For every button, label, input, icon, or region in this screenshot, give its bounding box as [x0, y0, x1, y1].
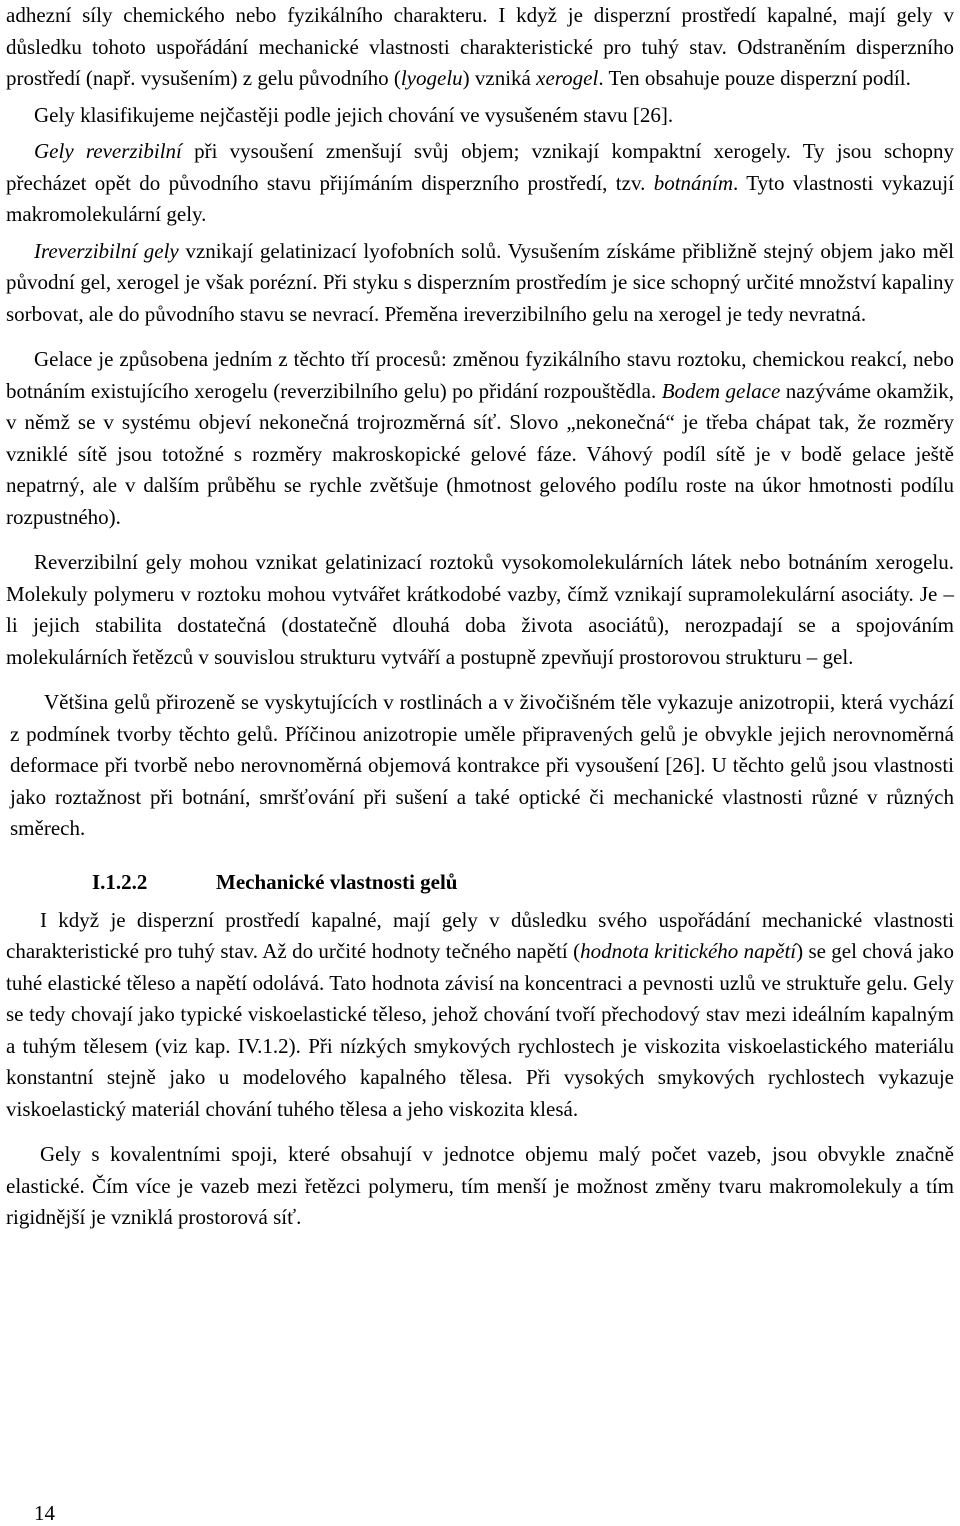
italic-term: xerogel	[536, 66, 599, 90]
page-number: 14	[34, 1501, 55, 1525]
italic-term: lyogelu	[400, 66, 463, 90]
section-title: Mechanické vlastnosti gelů	[216, 869, 458, 894]
italic-term: hodnota kritického napětí	[580, 939, 797, 963]
italic-term: Bodem gelace	[661, 378, 781, 403]
text-run: vznikají gelatinizací lyofobních solů. Vysušením získáme přibližně stejný objem jako měl původní gel, xerogel je však porézní. Při styku s disperzním prostředím je sice schopný určité množství kapaliny sorbovat, ale do původního stavu se nevrací. Přeměna ireverzibilního gelu na xerogel je tedy nevratná.	[6, 238, 954, 326]
section-number: I.1.2.2	[92, 869, 148, 894]
text-run: adhezní síly chemického nebo fyzikálního charakteru. I když je disperzní prostředí kapalné, mají gely v důsledku tohoto uspořádání mechanické vlastnosti charakteristické pro tuhý stav. Odstraněním disperzního prostředí (např. vysušením) z gelu původního (	[6, 3, 954, 90]
paragraph-reversible-gels	[6, 136, 954, 231]
text-run: . Ten obsahuje pouze disperzní podíl.	[598, 66, 911, 90]
paragraph-classification	[6, 100, 954, 132]
text-run: Většina gelů přirozeně se vyskytujících v rostlinách a v živočišném těle vykazuje anizotropii, která vychází z podmínek tvorby těchto gelů. Příčinou anizotropie uměle připravených gelů je obvykle jejich nerovnoměrná deformace při tvorbě nebo nerovnoměrná objemová kontrakce při vysoušení [26]. U těchto gelů jsou vlastnosti jako roztažnost při botnání, smršťování při sušení a také optické či mechanické vlastnosti různé v různých směrech.	[10, 690, 954, 840]
text-run: Gely s kovalentními spoji, které obsahují v jednotce objemu malý počet vazeb, jsou obvykle značně elastické. Čím více je vazeb mezi řetězci polymeru, tím menší je možnost změny tvaru makromolekuly a tím rigidnější je vzniklá prostorová síť.	[6, 1142, 954, 1229]
text-run: . Tyto vlastnosti vykazují makromolekulární gely.	[6, 170, 954, 226]
paragraph-anisotropy	[6, 687, 954, 845]
italic-term: Gely reverzibilní	[34, 139, 182, 163]
paragraph-covalent-gels	[6, 1139, 954, 1234]
text-run: nazýváme okamžik, v němž se v systému objeví nekonečná trojrozměrná síť. Slovo „nekonečná“ je třeba chápat tak, že rozměry vzniklé sítě jsou totožné s rozměry makroskopické gelové fáze. Váhový podíl sítě je v bodě gelace ještě nepatrný, ale v dalším průběhu se rychle zvětšuje (hmotnost gelového podílu roste na úkor hmotnosti podílu rozpustného).	[6, 378, 954, 529]
paragraph-gelation	[6, 344, 954, 533]
text-run: ) se gel chová jako tuhé elastické těleso a napětí odolává. Tato hodnota závisí na koncentraci a pevnosti uzlů ve struktuře gelu. Gely se tedy chovají jako typické viskoelastické těleso, jehož chování tvoří přechodový stav mezi ideálním kapalným a tuhým tělesem (viz kap. IV.1.2). Při nízkých smykových rychlostech je viskozita viskoelastického materiálu konstantní stejně jako u modelového kapalného tělesa. Při vysokých smykových rychlostech vykazuje viskoelastický materiál chování tuhého tělesa a jeho viskozita klesá.	[6, 939, 954, 1121]
text-run: při vysoušení zmenšují svůj objem; vznikají kompaktní xerogely. Ty jsou schopny přecházet opět do původního stavu přijímáním disperzního prostředí, tzv.	[6, 139, 954, 195]
paragraph-continuation	[6, 0, 954, 95]
text-run: I když je disperzní prostředí kapalné, mají gely v důsledku svého uspořádání mechanické vlastnosti charakteristické pro tuhý stav. Až do určité hodnoty tečného napětí (	[6, 907, 954, 963]
text-run: Reverzibilní gely mohou vznikat gelatinizací roztoků vysokomolekulárních látek nebo botnáním xerogelu. Molekuly polymeru v roztoku mohou vytvářet krátkodobé vazby, čímž vznikají supramolekulární asociáty. Je – li jejich stabilita dostatečná (dostatečně dlouhá doba života asociátů), nerozpadají se a spojováním molekulárních řetězců v souvislou strukturu vytváří a postupně zpevňují prostorovou strukturu – gel.	[6, 550, 954, 669]
paragraph-irreversible-gels	[6, 236, 954, 331]
paragraph-mechanical-properties	[6, 905, 954, 1126]
text-run: Gely klasifikujeme nejčastěji podle jejich chování ve vysušeném stavu [26].	[34, 102, 674, 127]
document-page	[6, 0, 954, 1234]
text-run: ) vzniká	[462, 66, 537, 90]
section-heading	[6, 867, 954, 897]
text-run: Gelace je způsobena jedním z těchto tří procesů: změnou fyzikálního stavu roztoku, chemickou reakcí, nebo botnáním existujícího xerogelu (reverzibilního gelu) po přidání rozpouštědla.	[6, 347, 954, 403]
italic-term: botnáním	[653, 170, 734, 195]
italic-term: Ireverzibilní gely	[34, 238, 179, 263]
paragraph-reversible-formation	[6, 547, 954, 673]
